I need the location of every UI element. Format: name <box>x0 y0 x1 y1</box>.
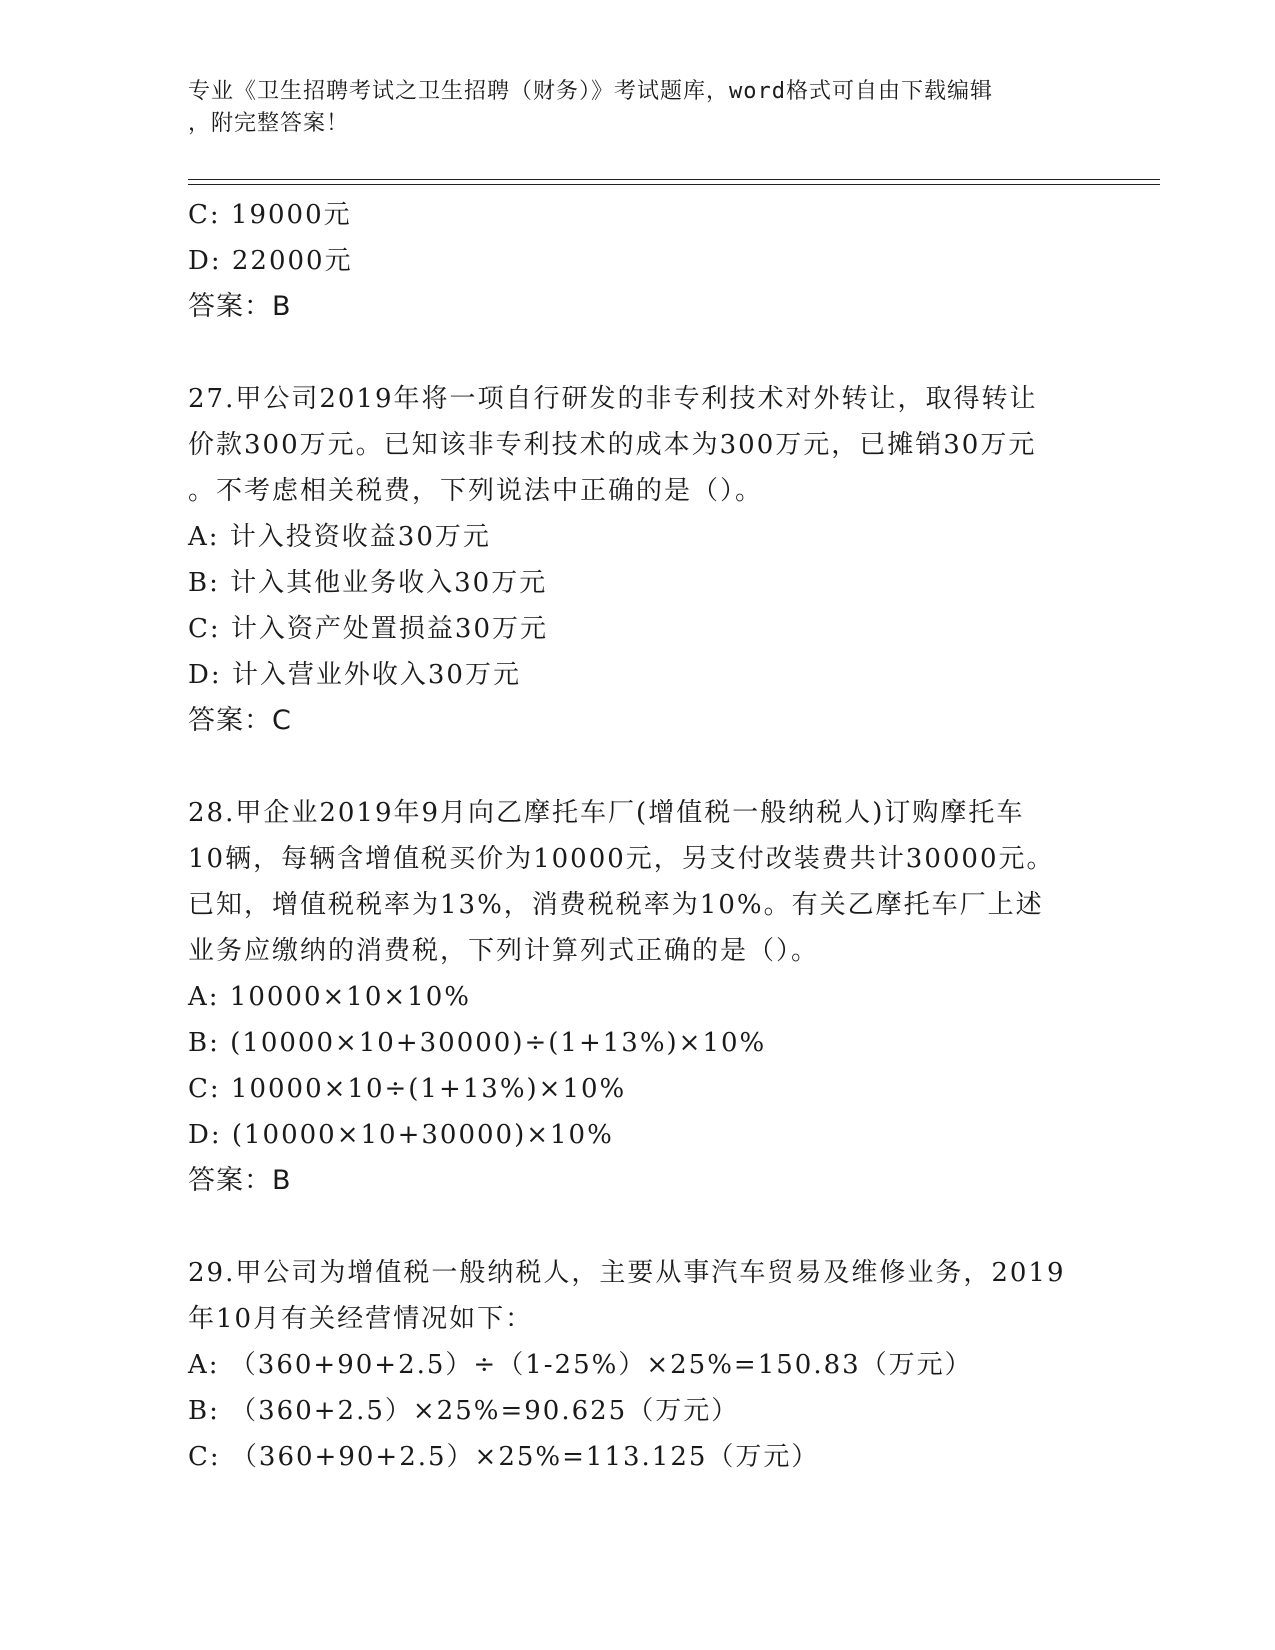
document-header <box>188 76 1088 140</box>
option-b: B: 计入其他业务收入30万元 <box>188 568 548 598</box>
option-d: D: (10000×10+30000)×10% <box>188 1120 614 1150</box>
option-b: B: (10000×10+30000)÷(1+13%)×10% <box>188 1028 767 1058</box>
question-stem-line: 28.甲企业2019年9月向乙摩托车厂(增值税一般纳税人)订购摩托车 <box>188 798 1025 828</box>
option-c: C: 计入资产处置损益30万元 <box>188 614 549 644</box>
option-d: D: 22000元 <box>188 246 353 276</box>
question-stem-line: 年10月有关经营情况如下： <box>188 1304 534 1334</box>
question-28 <box>188 790 1088 1204</box>
question-stem-line: 已知，增值税税率为13%，消费税税率为10%。有关乙摩托车厂上述 <box>188 890 1044 920</box>
spacer <box>188 1204 1088 1250</box>
question-content <box>188 192 1088 1480</box>
answer-line: 答案：B <box>188 1165 292 1196</box>
question-stem-line: 27.甲公司2019年将一项自行研发的非专利技术对外转让，取得转让 <box>188 384 1038 414</box>
option-a: A: 10000×10×10% <box>188 982 471 1012</box>
answer-line: 答案：B <box>188 291 292 322</box>
header-line-2: ，附完整答案！ <box>188 111 350 136</box>
option-c: C: 10000×10÷(1+13%)×10% <box>188 1074 627 1104</box>
question-stem-line: 价款300万元。已知该非专利技术的成本为300万元，已摊销30万元 <box>188 430 1037 460</box>
option-b: B: （360+2.5）×25%=90.625（万元） <box>188 1396 740 1426</box>
spacer <box>188 330 1088 376</box>
header-divider-bottom <box>188 184 1160 185</box>
question-26-tail <box>188 192 1088 330</box>
option-d: D: 计入营业外收入30万元 <box>188 660 521 690</box>
answer-line: 答案：C <box>188 705 292 736</box>
header-line-1: 专业《卫生招聘考试之卫生招聘（财务）》考试题库，word格式可自由下载编辑 <box>188 79 993 104</box>
question-stem-line: 29.甲公司为增值税一般纳税人，主要从事汽车贸易及维修业务，2019 <box>188 1258 1066 1288</box>
option-a: A: 计入投资收益30万元 <box>188 522 491 552</box>
question-29 <box>188 1250 1088 1480</box>
question-stem-line: 业务应缴纳的消费税，下列计算列式正确的是（）。 <box>188 936 820 966</box>
header-divider-top <box>188 179 1160 180</box>
question-27 <box>188 376 1088 744</box>
spacer <box>188 744 1088 790</box>
option-c: C: 19000元 <box>188 200 352 230</box>
question-stem-line: 。不考虑相关税费，下列说法中正确的是（）。 <box>188 476 764 506</box>
option-a: A: （360+90+2.5）÷（1-25%）×25%=150.83（万元） <box>188 1350 973 1380</box>
option-c: C: （360+90+2.5）×25%=113.125（万元） <box>188 1442 820 1472</box>
question-stem-line: 10辆，每辆含增值税买价为10000元，另支付改装费共计30000元。 <box>188 844 1055 874</box>
